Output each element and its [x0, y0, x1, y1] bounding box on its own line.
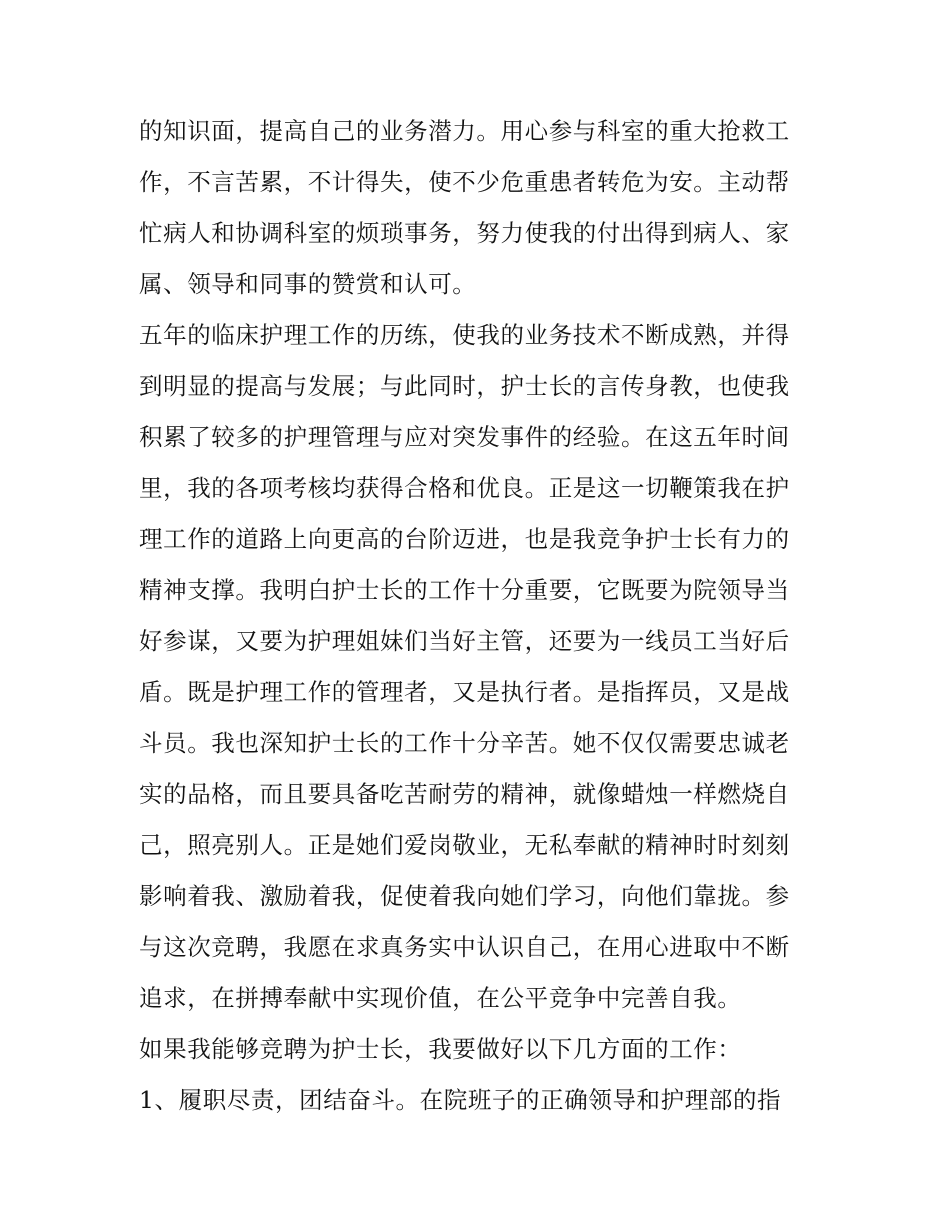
text-line: 属、领导和同事的赞赏和认可。: [139, 270, 477, 298]
text-line: 实的品格，而且要具备吃苦耐劳的精神，就像蜡烛一样燃烧自: [139, 780, 790, 808]
body-text: [139, 106, 815, 1126]
text-line: 理工作的道路上向更高的台阶迈进，也是我竞争护士长有力的: [139, 525, 790, 553]
text-line: 到明显的提高与发展；与此同时，护士长的言传身教，也使我: [139, 372, 790, 400]
text-line: 五年的临床护理工作的历练，使我的业务技术不断成熟，并得: [139, 321, 790, 349]
text-line: 1、履职尽责，团结奋斗。在院班子的正确领导和护理部的指: [139, 1086, 782, 1114]
text-line: 盾。既是护理工作的管理者，又是执行者。是指挥员，又是战: [139, 678, 790, 706]
text-line: 精神支撑。我明白护士长的工作十分重要，它既要为院领导当: [139, 576, 790, 604]
text-line: 己，照亮别人。正是她们爱岗敬业，无私奉献的精神时时刻刻: [139, 831, 790, 859]
text-line: 斗员。我也深知护士长的工作十分辛苦。她不仅仅需要忠诚老: [139, 729, 790, 757]
text-line: 的知识面，提高自己的业务潜力。用心参与科室的重大抢救工: [139, 117, 790, 145]
text-line: 里，我的各项考核均获得合格和优良。正是这一切鞭策我在护: [139, 474, 790, 502]
text-line: 作，不言苦累，不计得失，使不少危重患者转危为安。主动帮: [139, 168, 790, 196]
text-line: 忙病人和协调科室的烦琐事务，努力使我的付出得到病人、家: [139, 219, 790, 247]
text-line: 与这次竞聘，我愿在求真务实中认识自己，在用心进取中不断: [139, 933, 790, 961]
text-line: 好参谋，又要为护理姐妹们当好主管，还要为一线员工当好后: [139, 627, 790, 655]
text-line: 积累了较多的护理管理与应对突发事件的经验。在这五年时间: [139, 423, 790, 451]
text-line: 如果我能够竞聘为护士长，我要做好以下几方面的工作：: [139, 1035, 742, 1063]
text-line: 追求，在拼搏奉献中实现价值，在公平竞争中完善自我。: [139, 984, 742, 1012]
text-line: 影响着我、激励着我，促使着我向她们学习，向他们靠拢。参: [139, 882, 790, 910]
